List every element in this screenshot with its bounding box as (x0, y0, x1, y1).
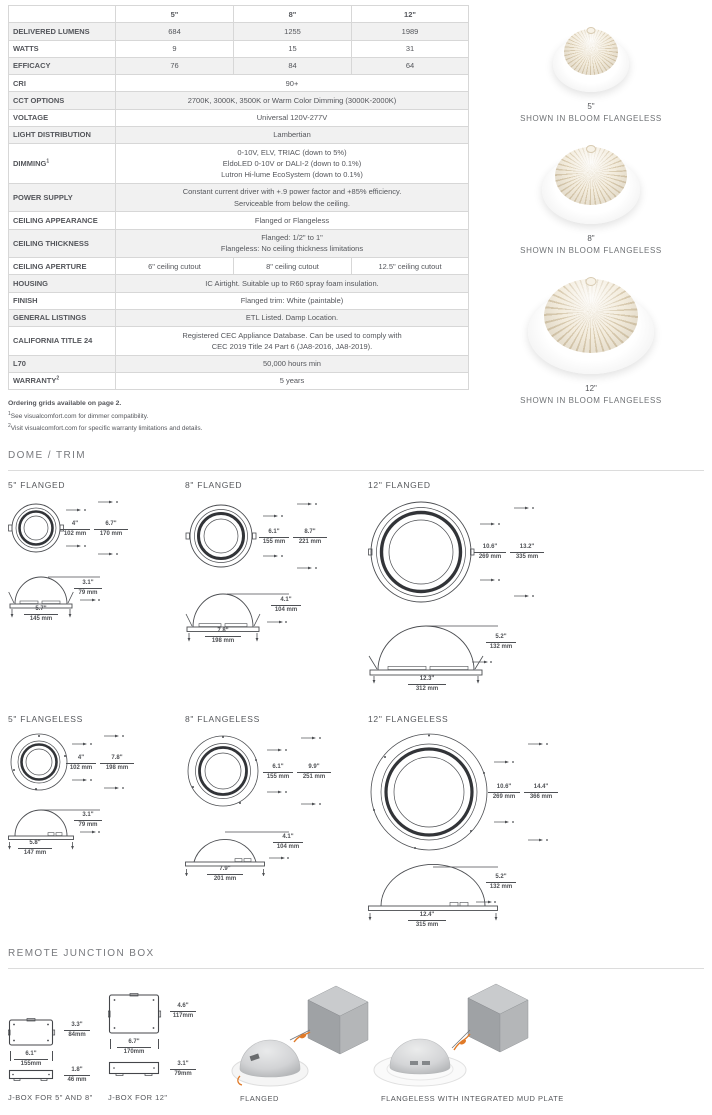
render-flangeless (372, 982, 562, 1094)
row-label: CEILING APERTURE (9, 258, 116, 275)
row-value: Flanged trim: White (paintable) (116, 292, 469, 309)
drawing-8-flanged (185, 480, 363, 710)
spec-row (9, 40, 469, 57)
row-label: GENERAL LISTINGS (9, 309, 116, 326)
spec-row (9, 229, 469, 258)
drawing-5-flangeless (8, 714, 178, 944)
product-size-label: 8" (587, 234, 595, 243)
jbox-front-view-drawing (8, 1018, 56, 1048)
row-label: L70 (9, 355, 116, 372)
dim-outer: 8.7" 221 mm (293, 529, 327, 547)
dim-height: 4.1" 104 mm (271, 597, 301, 615)
spec-header-empty (9, 6, 116, 23)
caption-jbox-5-8: J-BOX FOR 5" AND 8" (8, 1093, 93, 1102)
row-value: 1255 (234, 23, 352, 40)
row-value: 1989 (352, 23, 469, 40)
flanged-dome-with-jbox-render (230, 982, 380, 1094)
row-value: 2700K, 3000K, 3500K or Warm Color Dimming (3000K-2000K) (116, 92, 469, 109)
footnote-marker: 2 (56, 375, 60, 382)
spec-row (9, 57, 469, 74)
row-label: CEILING APPEARANCE (9, 212, 116, 229)
dim-height: 3.3" 84mm (64, 1022, 90, 1040)
dim-height: 5.2" 132 mm (486, 874, 516, 892)
spec-row (9, 75, 469, 92)
trim-side-view-drawing (368, 620, 508, 684)
row-value: Universal 120V-277V (116, 109, 469, 126)
product-size-label: 5" (587, 102, 595, 111)
row-value: 64 (352, 57, 469, 74)
product-image-8 (470, 156, 712, 255)
dim-depth: 1.8" 46 mm (64, 1067, 90, 1085)
drawing-8-flangeless (185, 714, 365, 944)
trim-ring-image (553, 36, 629, 92)
caption-render-flangeless: FLANGELESS WITH INTEGRATED MUD PLATE (381, 1094, 564, 1103)
drawing-title: 8" FLANGED (185, 480, 243, 490)
drawing-title: 5" FLANGED (8, 480, 66, 490)
dim-outer: 7.8" 198 mm (100, 755, 134, 773)
row-label: LIGHT DISTRIBUTION (9, 126, 116, 143)
dim-depth: 3.1" 79mm (170, 1061, 196, 1079)
drawing-jbox-12 (108, 985, 213, 1110)
dim-height: 4.1" 104 mm (273, 834, 303, 852)
bloom-dome-image (544, 279, 638, 353)
spec-header-8: 8" (234, 6, 352, 23)
flangeless-dome-with-jbox-render (372, 982, 562, 1094)
footnote-2: $^2$Visit visualcomfort.com for specific warranty limitations and details. (8, 423, 203, 433)
spec-row (9, 23, 469, 40)
row-label: POWER SUPPLY (9, 183, 116, 212)
caption-jbox-12: J-BOX FOR 12" (108, 1093, 168, 1102)
caption-render-flanged: FLANGED (240, 1094, 279, 1103)
row-value: IC Airtight. Suitable up to R60 spray foam insulation. (116, 275, 469, 292)
row-value: 9 (116, 40, 234, 57)
row-label: VOLTAGE (9, 109, 116, 126)
row-label: FINISH (9, 292, 116, 309)
product-image-12 (470, 290, 712, 405)
product-size-label: 12" (585, 384, 597, 393)
dim-aperture: 4" 102 mm (60, 521, 90, 539)
dim-aperture: 10.6" 269 mm (488, 784, 520, 802)
row-label: CEILING THICKNESS (9, 229, 116, 258)
spec-row (9, 372, 469, 389)
dim-width: 12.3" 312 mm (408, 676, 446, 694)
dim-aperture: 10.6" 269 mm (474, 544, 506, 562)
row-value: 8" ceiling cutout (234, 258, 352, 275)
dim-outer: 9.9" 251 mm (297, 764, 331, 782)
row-label: CCT OPTIONS (9, 92, 116, 109)
footnote-bold: Ordering grids available on page 2. (8, 400, 122, 407)
row-value: 76 (116, 57, 234, 74)
dimension-tick (10, 1051, 11, 1061)
section-title-dome-trim: DOME / TRIM (8, 450, 704, 471)
dim-height: 3.1" 79 mm (74, 580, 102, 598)
bloom-dome-image (564, 29, 618, 75)
bloom-dome-image (555, 147, 627, 205)
drawing-jbox-5-8 (8, 985, 108, 1110)
footnote-marker: 1 (46, 158, 50, 165)
spec-row (9, 355, 469, 372)
row-value: 90+ (116, 75, 469, 92)
dimension-tick (52, 1051, 53, 1061)
drawing-title: 12" FLANGELESS (368, 714, 449, 724)
spec-row (9, 126, 469, 143)
row-label: DIMMING$^1$ (9, 144, 116, 184)
spec-header-12: 12" (352, 6, 469, 23)
dimension-tick (110, 1039, 111, 1049)
row-value: 12.5" ceiling cutout (352, 258, 469, 275)
drawing-12-flangeless (368, 714, 568, 950)
row-value: 84 (234, 57, 352, 74)
dim-height: 4.6" 117mm (170, 1003, 196, 1021)
dim-height: 3.1" 79 mm (74, 812, 102, 830)
spec-row (9, 144, 469, 184)
row-label: WATTS (9, 40, 116, 57)
section-title-remote-junction-box: REMOTE JUNCTION BOX (8, 948, 704, 969)
jbox-front-view-drawing (108, 993, 162, 1036)
row-value: 5 years (116, 372, 469, 389)
row-value: Flanged: 1/2" to 1" Flangeless: No ceiling thickness limitations (116, 229, 469, 258)
drawing-title: 12" FLANGED (368, 480, 431, 490)
spec-row (9, 212, 469, 229)
row-value: 15 (234, 40, 352, 57)
dim-width: 12.4" 315 mm (408, 912, 446, 930)
spec-header-row (9, 6, 469, 23)
dimension-tick (158, 1039, 159, 1049)
product-caption: SHOWN IN BLOOM FLANGELESS (520, 114, 662, 123)
dim-width: 6.7" 170mm (117, 1039, 151, 1057)
dome-cap (587, 27, 596, 34)
dim-aperture: 4" 102 mm (66, 755, 96, 773)
spec-row (9, 92, 469, 109)
row-label: WARRANTY$^2$ (9, 372, 116, 389)
dim-width: 5.8" 147 mm (18, 840, 52, 858)
spec-header-5: 5" (116, 6, 234, 23)
render-flanged (230, 982, 380, 1094)
row-value: 684 (116, 23, 234, 40)
row-value: Flanged or Flangeless (116, 212, 469, 229)
product-caption: SHOWN IN BLOOM FLANGELESS (520, 246, 662, 255)
dome-cap (586, 145, 596, 153)
spec-row (9, 183, 469, 212)
row-value: Constant current driver with +.9 power factor and +85% efficiency. Serviceable from below the ceiling. (116, 183, 469, 212)
trim-ring-image (528, 290, 654, 374)
jbox-profile-view-drawing (108, 1061, 162, 1078)
spec-row (9, 109, 469, 126)
drawing-12-flanged (368, 480, 563, 710)
dim-width: 5.7" 145 mm (24, 606, 58, 624)
dim-height: 5.2" 132 mm (486, 634, 516, 652)
row-label: HOUSING (9, 275, 116, 292)
dim-outer: 13.2" 335 mm (510, 544, 544, 562)
row-value: Lambertian (116, 126, 469, 143)
spec-row (9, 327, 469, 356)
dim-aperture: 6.1" 155 mm (263, 764, 293, 782)
footnote-1: $^1$See visualcomfort.com for dimmer compatibility. (8, 410, 149, 421)
row-value: Registered CEC Appliance Database. Can be used to comply with CEC 2019 Title 24 Part 6 (JA8-2016, JA8-2019). (116, 327, 469, 356)
spec-row (9, 309, 469, 326)
dim-width: 7.9" 201 mm (207, 866, 243, 884)
row-label: CRI (9, 75, 116, 92)
spec-row (9, 258, 469, 275)
row-label: CALIFORNIA TITLE 24 (9, 327, 116, 356)
jbox-profile-view-drawing (8, 1069, 56, 1082)
row-value: ETL Listed. Damp Location. (116, 309, 469, 326)
row-value: 31 (352, 40, 469, 57)
product-image-5 (470, 36, 712, 123)
spec-row (9, 292, 469, 309)
product-caption: SHOWN IN BLOOM FLANGELESS (520, 396, 662, 405)
spec-table (8, 5, 469, 390)
dim-outer: 14.4" 366 mm (524, 784, 558, 802)
trim-ring-image (542, 156, 640, 224)
row-value: 50,000 hours min (116, 355, 469, 372)
dim-outer: 6.7" 170 mm (94, 521, 128, 539)
dim-width: 7.8" 198 mm (205, 628, 241, 646)
dome-cap (586, 277, 597, 286)
spec-row (9, 275, 469, 292)
row-value: 0-10V, ELV, TRIAC (down to 5%) EldoLED 0-10V or DALI-2 (down to 0.1%) Lutron Hi-lume EcoSystem (down to 0.1%) (116, 144, 469, 184)
row-label: DELIVERED LUMENS (9, 23, 116, 40)
dim-aperture: 6.1" 155 mm (259, 529, 289, 547)
dim-width: 6.1" 155mm (14, 1051, 48, 1069)
drawing-title: 8" FLANGELESS (185, 714, 260, 724)
row-label: EFFICACY (9, 57, 116, 74)
drawing-5-flanged (8, 480, 178, 710)
row-value: 6" ceiling cutout (116, 258, 234, 275)
drawing-title: 5" FLANGELESS (8, 714, 83, 724)
footnotes (8, 398, 202, 435)
